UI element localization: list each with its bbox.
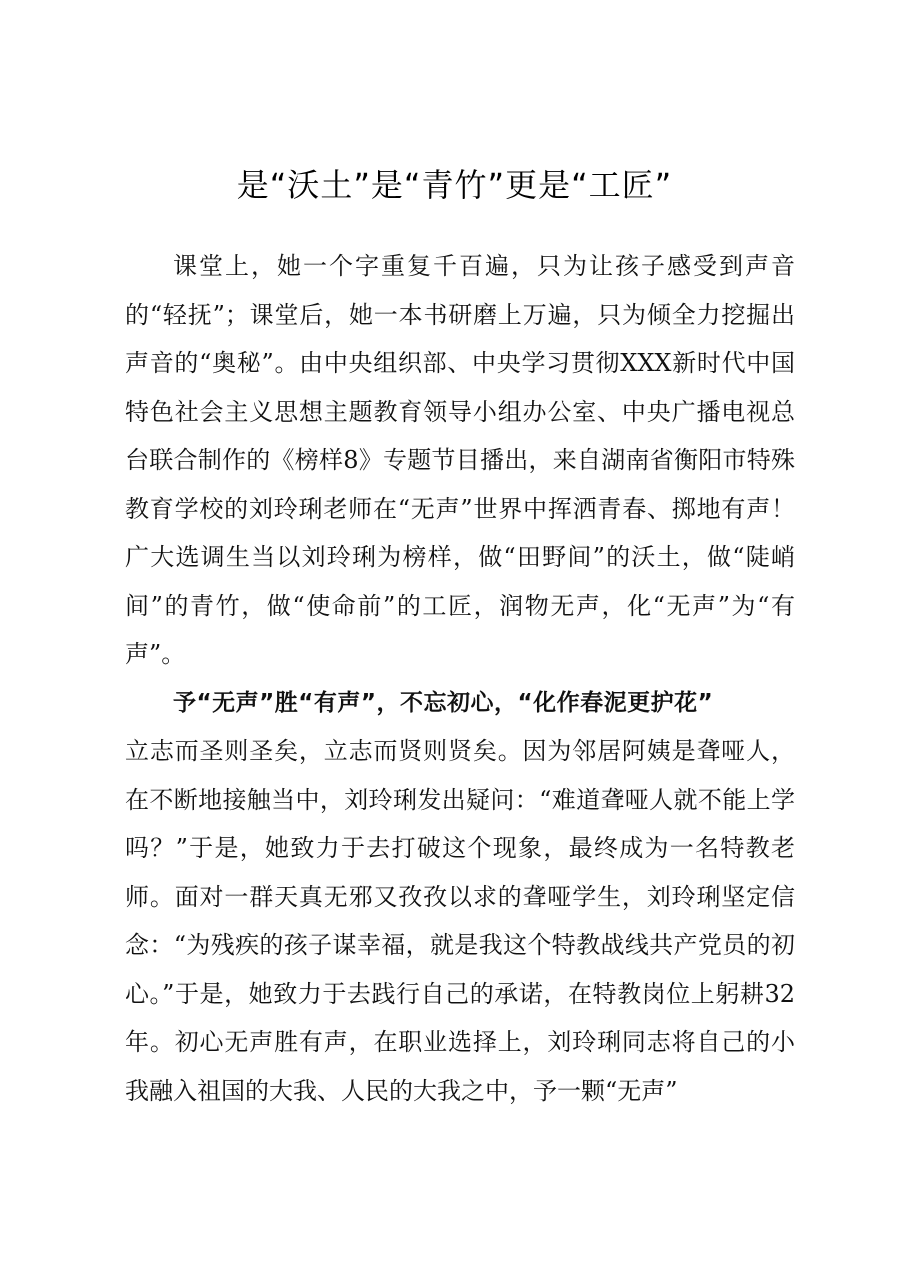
- document-body: [125, 242, 795, 1115]
- document-title: 是“沃土”是“青竹”更是“工匠”: [236, 166, 673, 204]
- section-paragraph: 立志而圣则圣矣，立志而贤则贤矣。因为邻居阿姨是聋哑人，在不断地接触当中，刘玲琍发出疑问：“难道聋哑人就不能上学吗？”于是，她致力于去打破这个现象，最终成为一名特教老师。面对一群天真无邪又孜孜以求的聋哑学生，刘玲琍坚定信念：“为残疾的孩子谋幸福，就是我这个特教战线共产党员的初心。”于是，她致力于去践行自己的承诺，在特教岗位上躬耕32年。初心无声胜有声，在职业选择上，刘玲琍同志将自己的小我融入祖国的大我、人民的大我之中，予一颗“无声”: [125, 737, 795, 1105]
- section-heading: 予“无声”胜“有声”，不忘初心，“化作春泥更护花”: [173, 689, 714, 716]
- intro-paragraph: 课堂上，她一个字重复千百遍，只为让孩子感受到声音的“轻抚”；课堂后，她一本书研磨上万遍，只为倾全力挖掘出声音的“奥秘”。由中央组织部、中央学习贯彻XXX新时代中国特色社会主义思想主题教育领导小组办公室、中央广播电视总台联合制作的《榜样8》专题节目播出，来自湖南省衡阳市特殊教育学校的刘玲琍老师在“无声”世界中挥洒青春、掷地有声！广大选调生当以刘玲琍为榜样，做“田野间”的沃土，做“陡峭间”的青竹，做“使命前”的工匠，润物无声，化“无声”为“有声”。: [125, 252, 795, 668]
